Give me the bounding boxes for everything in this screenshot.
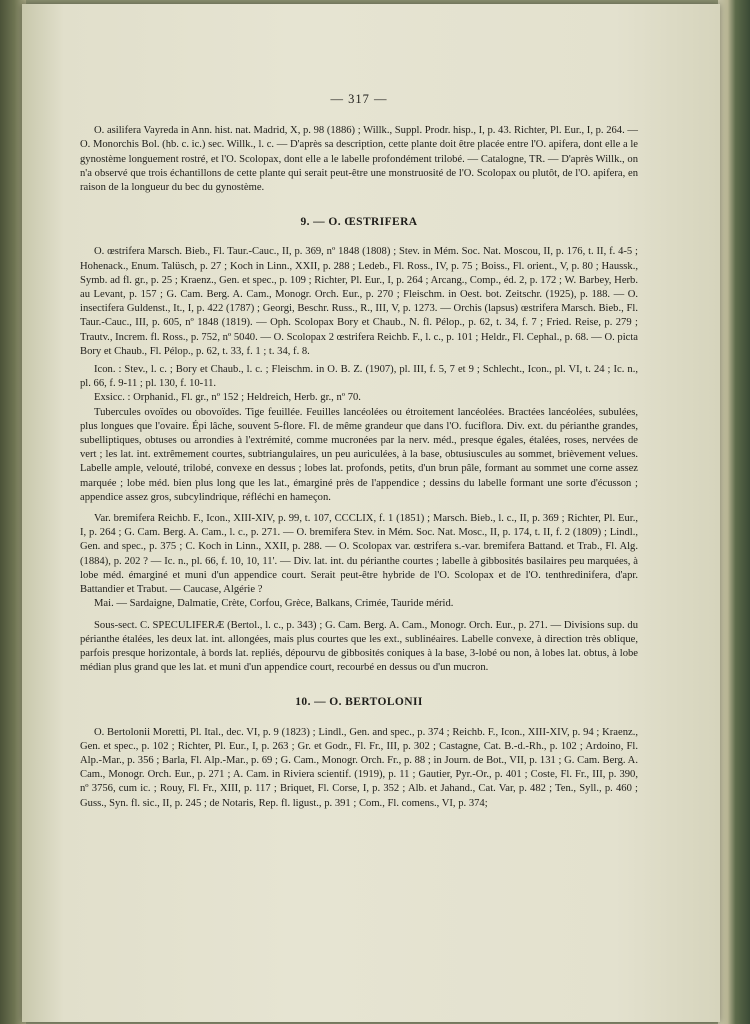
entry-distribution: Mai. — Sardaigne, Dalmatie, Crète, Corfou, Grèce, Balkans, Crimée, Tauride mérid. xyxy=(94,598,454,610)
entry-o-asilifera: O. asilifera Vayreda in Ann. hist. nat. Madrid, X, p. 98 (1886) ; Willk., Suppl. Prodr. hisp., I, p. 43. Richter, Pl. Eur., I, p. 264. — O. Monorchis Bol. (hb. c. ic.) sec. Willk., l. c. — D'après sa description, cette plante doit être placée entre l'O. apifera, dont elle a le gynostème longuement rostré, et l'O. Scolopax, dont elle a le labelle profondément trilobé. — Catalogne, TR. — D'après Willk., on n'a observé que trois échantillons de cette plante qui serait peut-être une monstruosité de l'O. Scolopax ou plutôt, de l'O. apifera, en raison de la longueur du bec du gynostème. xyxy=(80,125,638,194)
entry-var-bremifera: Var. bremifera Reichb. F., Icon., XIII-XIV, p. 99, t. 107, CCCLIX, f. 1 (1851) ; Marsch. Bieb., l. c., II, p. 369 ; Richter, Pl. Eur., I, p. 264 ; G. Cam. Berg. A. Cam., l. c., p. 271. — O. bremifera Stev. in Mém. Soc. Nat. Mosc., II, p. 174, t. II, f. 2 (1809) ; Lindl., Gen. and spec., p. 375 ; C. Koch in Linn., XXII, p. 288. — O. Scolopax var. œstrifera s.-var. bremifera Battand. et Trab., Fl. Alg. (1884), p. 202 ? — Ic. n., pl. 66, f. 10, 10, 11'. — Div. lat. int. du périanthe courtes ; labelle à gibbosités basilaires peu marquées, à lobe méd. émarginé et muni d'un appendice court. Serait peut-être hybride de l'O. Scolopax et de l'O. tenthredinifera, d'apr. Battandier et Trabut. — Caucase, Algérie ? xyxy=(80,513,638,596)
entry-o-oestrifera-synonymy: O. œstrifera Marsch. Bieb., Fl. Taur.-Cauc., II, p. 369, nº 1848 (1808) ; Stev. in Mém. Soc. Nat. Moscou, II, p. 176, t. II, f. 4-5 ; Hohenack., Enum. Talüsch, p. 27 ; Koch in Linn., XXII, p. 288 ; Ledeb., Fl. Ross., IV, p. 75 ; Boiss., Fl. orient., V, p. 80 ; Haussk., Symb. ad fl. gr., p. 25 ; Kraenz., Gen. et spec., p. 109 ; Richter, Pl. Eur., I, p. 264 ; Arcang., Comp., éd. 2, p. 172 ; W. Barbey, Herb. au Levant, p. 157 ; G. Cam. Berg. A. Cam., Monogr. Orch. Eur., p. 270 ; Fleischm. in Oest. bot. Zeitschr. (1925), p. 188. — O. insectifera Guldenst., It., I, p. 422 (1787) ; Georgi, Beschr. Russ., R., III, V, p. 1273. — Orchis (lapsus) œstrifera Marsch. Bieb., Fl. Taur.-Cauc., III, p. 605, nº 1848 (1819). — Oph. Scolopax Bory et Chaub., N. fl. Pélop., p. 62, t. 34, f. 7 ; Fried. Reise, p. 279 ; Trautv., Increm. fl. Ross., p. 752, nº 5040. — O. Scolopax 2 œstrifera Reichb. F., l. c., p. 101 ; Heldr., Fl. Cephal., p. 68. — O. picta Bory et Chaub., Fl. Pélop., p. 62, t. 33, f. 1 ; t. 34, f. 8. xyxy=(80,246,638,357)
book-page xyxy=(22,4,720,1022)
page-content xyxy=(80,92,638,811)
entry-exsiccata: Exsicc. : Orphanid., Fl. gr., nº 152 ; Heldreich, Herb. gr., nº 70. xyxy=(94,392,361,404)
section-heading-oestrifera: 9. — O. ŒSTRIFERA xyxy=(300,216,418,229)
entry-iconography: Icon. : Stev., l. c. ; Bory et Chaub., l. c. ; Fleischm. in O. B. Z. (1907), pl. III, f. 5, 7 et 9 ; Schlecht., Icon., pl. VI, t. 24 ; Ic. n., pl. 66, f. 9-11 ; pl. 130, f. 10-11. xyxy=(80,364,638,390)
book-page-edges xyxy=(718,0,750,1024)
entry-subsection-speculiferae: Sous-sect. C. SPECULIFERÆ (Bertol., l. c., p. 343) ; G. Cam. Berg. A. Cam., Monogr. Orch. Eur., p. 271. — Divisions sup. du périanthe étalées, les deux lat. int. allongées, mais plus courtes que les ext., sublinéaires. Labelle convexe, à direction très oblique, parfois presque horizontale, à bords lat. repliés, dépourvu de gibbosités coniques à la base, 3-lobé ou non, à lobes lat. obtus, à lobe médian plus grand que les lat. et muni d'un appendice court, recourbé en dessus ou d'un mucron. xyxy=(80,619,638,674)
section-heading-bertolonii: 10. — O. BERTOLONII xyxy=(295,696,423,709)
entry-o-bertolonii: O. Bertolonii Moretti, Pl. Ital., dec. VI, p. 9 (1823) ; Lindl., Gen. and spec., p. 374 ; Reichb. F., Icon., XIII-XIV, p. 94 ; Kraenz., Gen. et spec., p. 102 ; Richter, Pl. Eur., I, p. 263 ; Gr. et Godr., Fl. Fr., III, p. 302 ; Castagne, Cat. B.-d.-Rh., p. 102 ; Ardoino, Fl. Alp.-Mar., p. 356 ; Barla, Fl. Alp.-Mar., p. 69 ; G. Cam., Monogr. Orch. Fr., p. 88 ; in Journ. de Bot., VII, p. 131 ; G. Cam. Berg. A. Cam., Monogr. Orch. Eur., p. 271 ; A. Cam. in Riviera scientif. (1919), p. 11 ; Gautier, Pyr.-Or., p. 401 ; Coste, Fl. Fr., III, p. 390, nº 3756, cum ic. ; Rouy, Fl. Fr., XIII, p. 117 ; Briquet, Fl. Corse, I, p. 352 ; Alb. et Jahand., Cat. Var, p. 482 ; Ten., Syll., p. 460 ; Guss., Syn. fl. sic., II, p. 245 ; de Notaris, Rep. fl. ligust., p. 391 ; Com., Fl. comens., VI, p. 374; xyxy=(80,726,638,809)
entry-description: Tubercules ovoïdes ou obovoïdes. Tige feuillée. Feuilles lancéolées ou étroitement lancéolées. Bractées lancéolées, subulées, plus longues que l'ovaire. Épi lâche, souvent 5-flore. Fl. de même grandeur que dans l'O. fuciflora. Div. ext. du périanthe grandes, subelliptiques, obtuses ou arrondies à l'extrémité, comme mucronées par la nerv. méd., presque égales, étalées, roses, nervées de vert ; les lat. int. extrêmement courtes, subtriangulaires, un peu auriculées, à la base, obtusiuscules au sommet, brièvement velues. Labelle ample, velouté, trilobé, convexe en dessus ; lobes lat. profonds, petits, d'un brun pâle, formant au sommet une corne assez marquée ; lobe méd. bien plus long que les lat., émarginé près de l'appendice ; dessins du labelle formant une sorte d'écusson ; appendice assez gros, subcylindrique, réfléchi en hameçon. xyxy=(80,406,638,503)
page-number: — 317 — xyxy=(330,92,388,106)
